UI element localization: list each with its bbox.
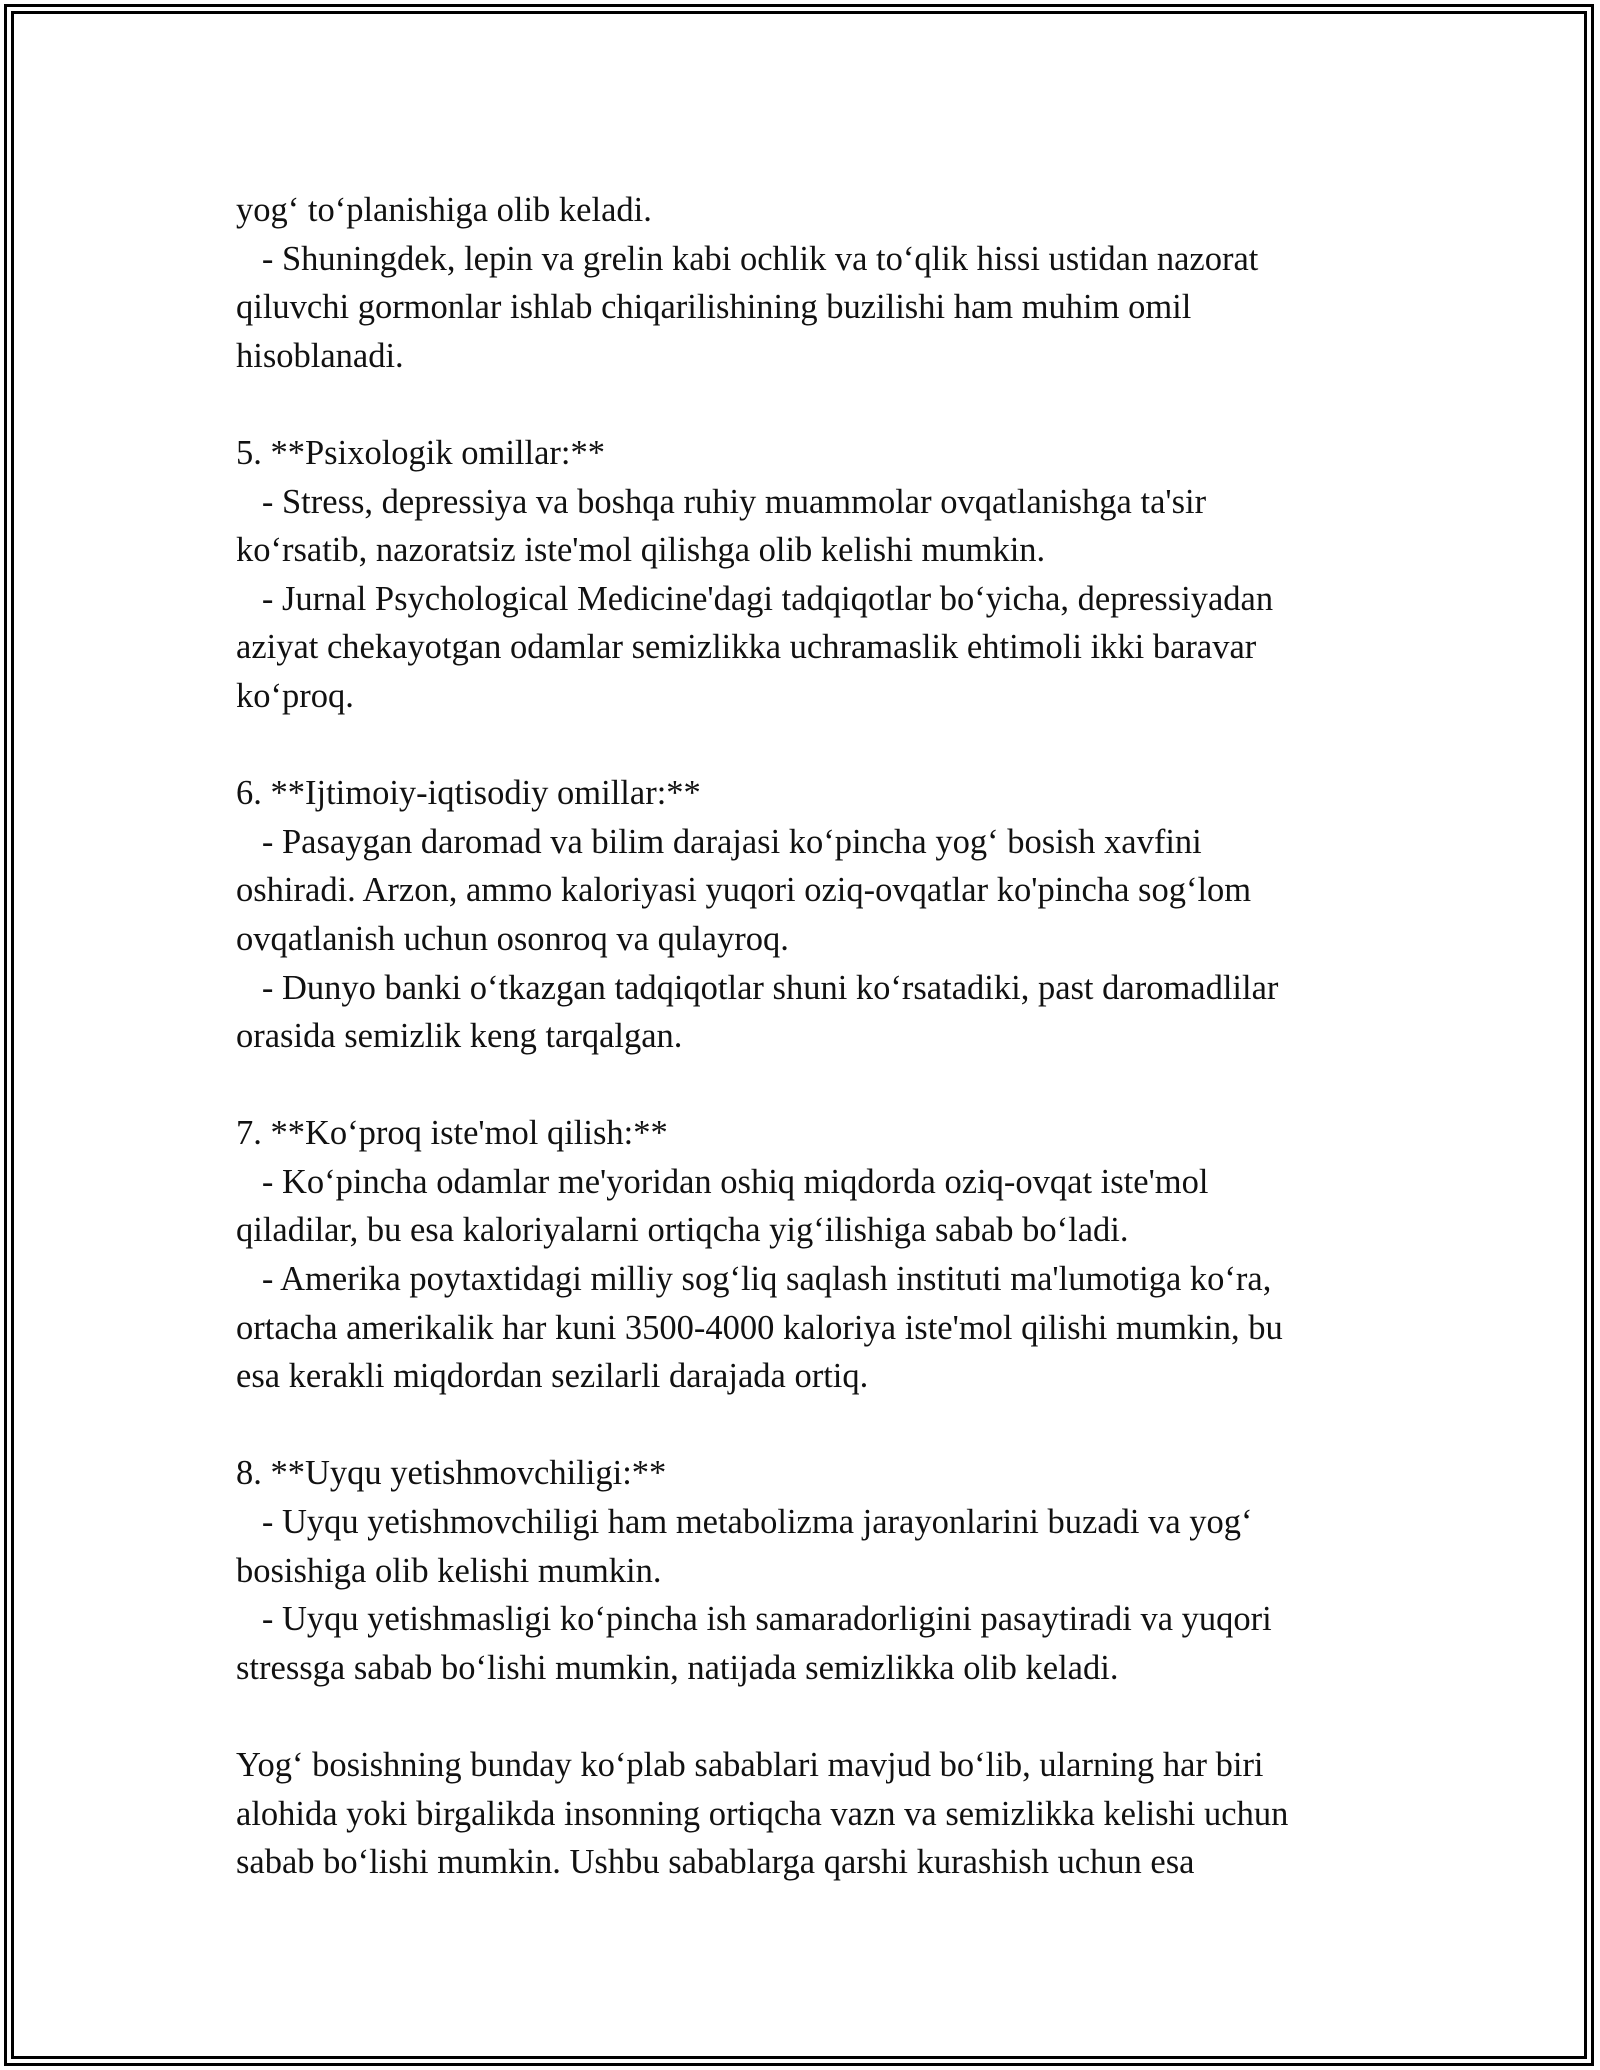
paragraph-hormones-continued	[236, 186, 1386, 380]
text-line: qiluvchi gormonlar ishlab chiqarilishining buzilishi ham muhim omil	[236, 288, 1192, 327]
text-line: ko‘rsatib, nazoratsiz iste'mol qilishga olib kelishi mumkin.	[236, 531, 1046, 570]
paragraph-conclusion	[236, 1741, 1386, 1887]
text-line: stressga sabab bo‘lishi mumkin, natijada semizlikka olib keladi.	[236, 1648, 1119, 1687]
text-line: ko‘proq.	[236, 676, 354, 715]
text-line: - Jurnal Psychological Medicine'dagi tadqiqotlar bo‘yicha, depressiyadan	[236, 579, 1274, 618]
text-line: - Shuningdek, lepin va grelin kabi ochlik va to‘qlik hissi ustidan nazorat	[236, 239, 1259, 278]
section-heading: 8. **Uyqu yetishmovchiligi:**	[236, 1454, 667, 1493]
section-socioeconomic-factors	[236, 769, 1386, 1061]
text-line: - Amerika poytaxtidagi milliy sog‘liq saqlash instituti ma'lumotiga ko‘ra,	[236, 1260, 1272, 1299]
paragraph-spacer	[236, 380, 1386, 429]
text-line: - Dunyo banki o‘tkazgan tadqiqotlar shuni ko‘rsatadiki, past daromadlilar	[236, 968, 1279, 1007]
section-heading: 7. **Ko‘proq iste'mol qilish:**	[236, 1114, 668, 1153]
text-line: - Ko‘pincha odamlar me'yoridan oshiq miqdorda oziq-ovqat iste'mol	[236, 1162, 1209, 1201]
paragraph-spacer	[236, 1692, 1386, 1741]
text-line: yog‘ to‘planishiga olib keladi.	[236, 191, 652, 229]
text-line: hisoblanadi.	[236, 336, 404, 375]
section-psychological-factors	[236, 429, 1386, 721]
paragraph-spacer	[236, 1061, 1386, 1110]
text-line: ovqatlanish uchun osonroq va qulayroq.	[236, 919, 789, 958]
section-heading: 5. **Psixologik omillar:**	[236, 433, 605, 472]
paragraph-spacer	[236, 1401, 1386, 1450]
text-line: - Stress, depressiya va boshqa ruhiy muammolar ovqatlanishga ta'sir	[236, 482, 1207, 521]
text-line: - Uyqu yetishmasligi ko‘pincha ish samaradorligini pasaytiradi va yuqori	[236, 1600, 1272, 1639]
document-body	[236, 186, 1386, 1887]
text-line: - Pasaygan daromad va bilim darajasi ko‘pincha yog‘ bosish xavfini	[236, 822, 1202, 861]
text-line: alohida yoki birgalikda insonning ortiqcha vazn va semizlikka kelishi uchun	[236, 1794, 1289, 1833]
text-line: esa kerakli miqdordan sezilarli darajada ortiq.	[236, 1357, 869, 1396]
text-line: qiladilar, bu esa kaloriyalarni ortiqcha yig‘ilishiga sabab bo‘ladi.	[236, 1211, 1129, 1250]
text-line: aziyat chekayotgan odamlar semizlikka uchramaslik ehtimoli ikki baravar	[236, 628, 1257, 667]
text-line: Yog‘ bosishning bunday ko‘plab sabablari mavjud bo‘lib, ularning har biri	[236, 1746, 1264, 1784]
section-sleep-deprivation	[236, 1449, 1386, 1692]
text-line: ortacha amerikalik har kuni 3500-4000 kaloriya iste'mol qilishi mumkin, bu	[236, 1308, 1283, 1347]
text-line: bosishiga olib kelishi mumkin.	[236, 1551, 662, 1590]
text-line: oshiradi. Arzon, ammo kaloriyasi yuqori oziq-ovqatlar ko'pincha sog‘lom	[236, 871, 1252, 910]
text-line: - Uyqu yetishmovchiligi ham metabolizma jarayonlarini buzadi va yog‘	[236, 1503, 1253, 1542]
text-line: sabab bo‘lishi mumkin. Ushbu sabablarga qarshi kurashish uchun esa	[236, 1843, 1195, 1882]
text-line: orasida semizlik keng tarqalgan.	[236, 1017, 683, 1056]
paragraph-spacer	[236, 721, 1386, 770]
section-overconsumption	[236, 1109, 1386, 1401]
section-heading: 6. **Ijtimoiy-iqtisodiy omillar:**	[236, 774, 701, 813]
